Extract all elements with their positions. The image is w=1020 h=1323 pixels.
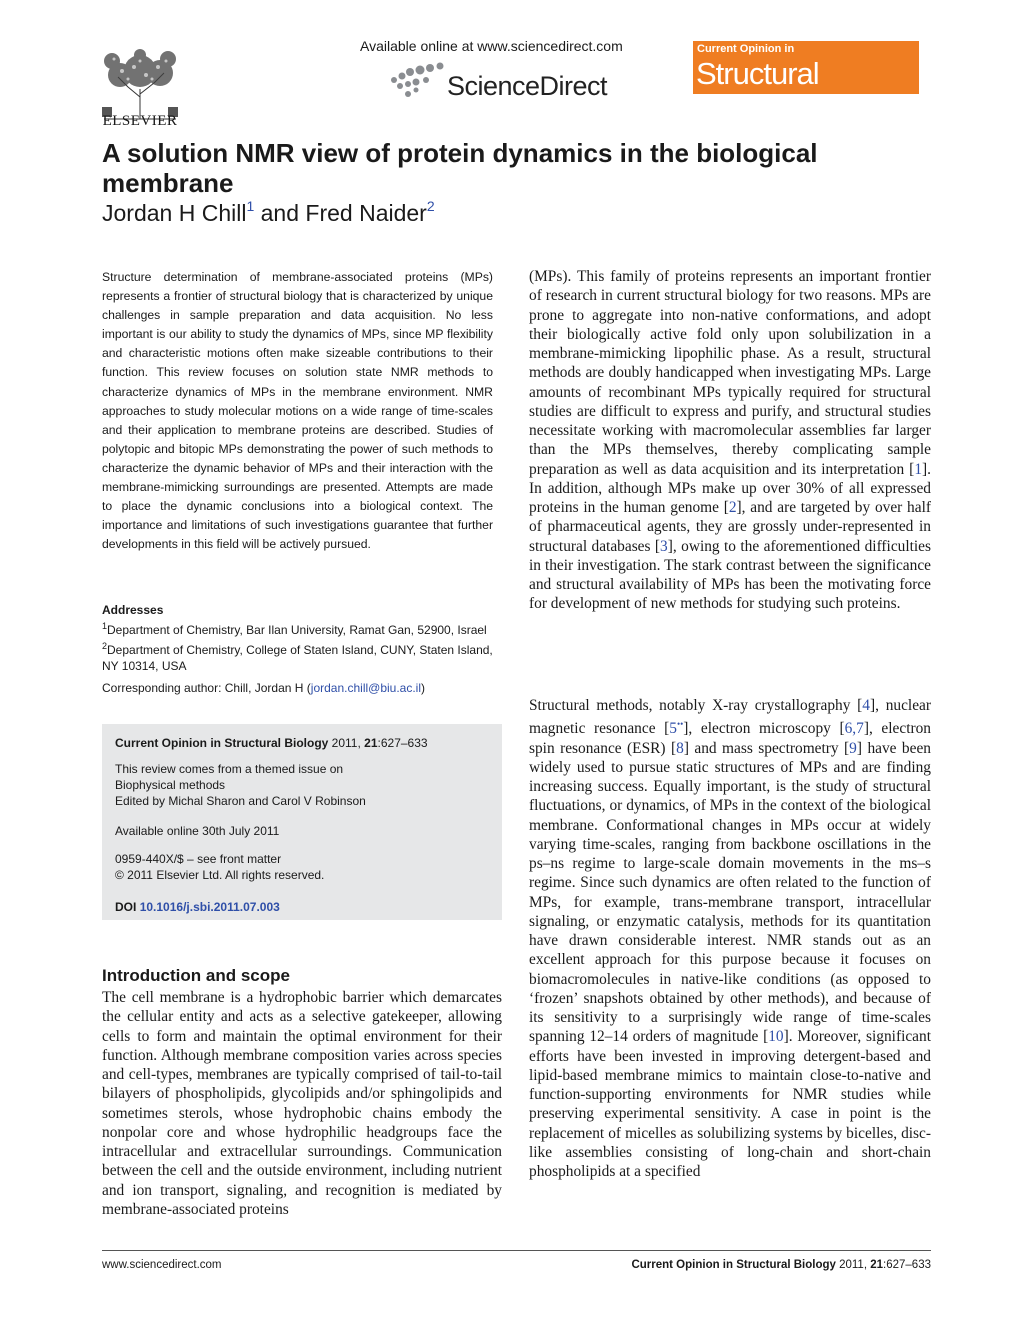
journal-banner-small: Current Opinion in — [697, 43, 795, 55]
author-name: Jordan H Chill — [102, 200, 247, 226]
copyright-line: © 2011 Elsevier Ltd. All rights reserved. — [115, 868, 325, 882]
abstract-text: Structure determination of membrane-associated proteins (MPs) represents a frontier of structural biology that is characterized by unique challenges in sample preparation and data acquisition. No less important is our ability to study the dynamics of MPs, since MP flexibility and characteristic motions often make sizeable contributions to their function. This review focuses on solution state NMR methods to characterize dynamics of MPs in the membrane environment. NMR approaches to study molecular motions on a wide range of time-scales and their application to membrane proteins are described. Studies of polytopic and bitopic MPs demonstrating the power of such methods to characterize the dynamic behavior of MPs and their interaction with the membrane-mimicking surroundings are presented. Attempts are made to place the dynamic conclusions into a biological context. The importance and limitations of such investigations guarantee that further developments in this field will be actively pursued. — [102, 270, 493, 552]
themed-issue-line: This review comes from a themed issue on — [115, 762, 344, 776]
citation-importance-mark: •• — [676, 719, 684, 730]
footer-divider — [102, 1250, 931, 1251]
citation-link[interactable]: 3 — [660, 537, 668, 555]
section-heading: Introduction and scope — [102, 966, 290, 985]
journal-banner — [693, 41, 919, 127]
affiliation-marker[interactable]: 1 — [246, 198, 255, 214]
footer-citation: Current Opinion in Structural Biology 2011, 21:627–633 — [631, 1259, 931, 1271]
available-date: Available online 30th July 2011 — [115, 824, 280, 838]
footer-website[interactable]: www.sciencedirect.com — [102, 1259, 222, 1271]
available-online-text: Available online at www.sciencedirect.com — [360, 38, 623, 54]
citation-link[interactable]: 4 — [862, 697, 870, 714]
sciencedirect-name: ScienceDirect — [447, 71, 608, 101]
article-title: A solution NMR view of protein dynamics in the biological membrane — [102, 138, 818, 198]
themed-issue-topic: Biophysical methods — [115, 778, 226, 792]
citation-link[interactable]: 9 — [849, 739, 857, 757]
addresses-heading: Addresses — [102, 603, 164, 617]
citation-link[interactable]: 5 — [669, 720, 677, 738]
author-joiner: and — [254, 200, 306, 226]
citation-line: Current Opinion in Structural Biology 2011, 21:627–633 — [115, 736, 428, 750]
affiliation-marker[interactable]: 2 — [426, 198, 435, 214]
body-paragraph: (MPs). This family of proteins represents an important frontier of research in current structural biology for two reasons. MPs are prone to aggregate into non-native conformations, and adopt their biologically active fold only upon solubilization in a membrane-mimicking lipophilic phase. As a result, structural methods are doubly handicapped when investigating MPs. Large amounts of recombinant MPs typically required for structural studies are difficult to express and purify, and structural studies necessitate working with macromolecular assemblies far larger than the MPs themselves, thereby complicating sample preparation as well as data acquisition and its interpretation [1]. In addition, although MPs make up over 30% of all expressed proteins in the human genome [2], and are targeted by over half of pharmaceutical agents, they are grossly under-represented in structural databases [3], owing to the aforementioned difficulties in their investigation. The stark contrast between the significance and structural availability of MPs has been the motivating force for development of new methods for studying such proteins. — [529, 268, 931, 613]
editors-line: Edited by Michal Sharon and Carol V Robinson — [115, 794, 366, 808]
author-name: Fred Naider — [305, 200, 427, 226]
citation-link[interactable]: 2 — [728, 499, 737, 516]
publisher-name: ELSEVIER — [102, 113, 178, 129]
body-paragraph: Structural methods, notably X-ray crystallography [4], nuclear magnetic resonance [5••], electron microscopy [6,7], electron spin resonance (ESR) [8] and mass spectrometry [9] have been widely used to pursue static structures of MPs and are finding increasing success. Equally important, is the study of structural fluctuations, or dynamics, of MPs in the context of the biological membrane. Conformational changes in MPs occur at widely varying time-scales, ranging from backbone oscillations in the ps–ns regime to large-scale domain movements in the ms–s regime. Since such dynamics are often related to the function of MPs, for example, trans-membrane transport, intracellular signaling, or enzymatic catalysis, methods for its quantitation have drawn considerable interest. NMR stands out as an excellent approach for this purpose because it focuses on biomacromolecules in native-like conditions (as opposed to ‘frozen’ snapshots obtained by other methods), and because of its sensitivity to a surprisingly wide range of time-scales spanning 12–14 orders of magnitude [10]. Moreover, significant efforts have been invested in improving detergent-based and lipid-based membrane mimics to maintain close-to-native and function-supporting environments for NMR studies while preserving experimental sensitivity. A case in point is the replacement of micelles as solubilizing systems by bicelles, disc-like assemblies consisting of long-chain and short-chain phospholipids at a specified — [529, 697, 931, 1181]
address-line: $^2$Department of Chemistry, College of Staten Island, CUNY, Staten Island, NY 10314, USA — [102, 641, 493, 673]
sciencedirect-dots-icon — [386, 60, 446, 100]
doi-line: DOI 10.1016/j.sbi.2011.07.003 — [115, 900, 280, 914]
issn-line: 0959-440X/$ – see front matter — [115, 852, 282, 866]
citation-link[interactable]: 8 — [676, 739, 684, 757]
address-line: $^1$Department of Chemistry, Bar Ilan University, Ramat Gan, 52900, Israel — [102, 621, 487, 637]
email-link[interactable]: jordan.chill@biu.ac.il — [310, 681, 422, 695]
author-list — [102, 198, 435, 227]
corresponding-author: Corresponding author: Chill, Jordan H (jordan.chill@biu.ac.il) — [102, 681, 426, 695]
addresses-block — [102, 602, 493, 674]
article-info-box — [102, 724, 502, 920]
citation-link[interactable]: 6,7 — [844, 720, 864, 738]
doi-link[interactable]: 10.1016/j.sbi.2011.07.003 — [139, 900, 280, 914]
citation-link[interactable]: 1 — [914, 460, 923, 478]
intro-paragraph: The cell membrane is a hydrophobic barrier which demarcates the cellular entity and acts as a selective gatekeeper, allowing cells to form and maintain the optimal environment for their function. Although membrane composition varies across species and cell-types, membranes are typically comprised of tail-to-tail bilayers of phospholipids, glycolipids and/or sphingolipids and sometimes sterols, whose hydrophobic chains embody the nonpolar core and whose hydrophilic headgroups face the intracellular and extracellular surroundings. Communication between the cell and the outside environment, including nutrient and ion transport, signaling, and recognition is mediated by membrane-associated proteins — [102, 989, 502, 1218]
citation-link[interactable]: 10 — [768, 1028, 784, 1046]
journal-banner-title: Structural Biology — [696, 56, 819, 127]
